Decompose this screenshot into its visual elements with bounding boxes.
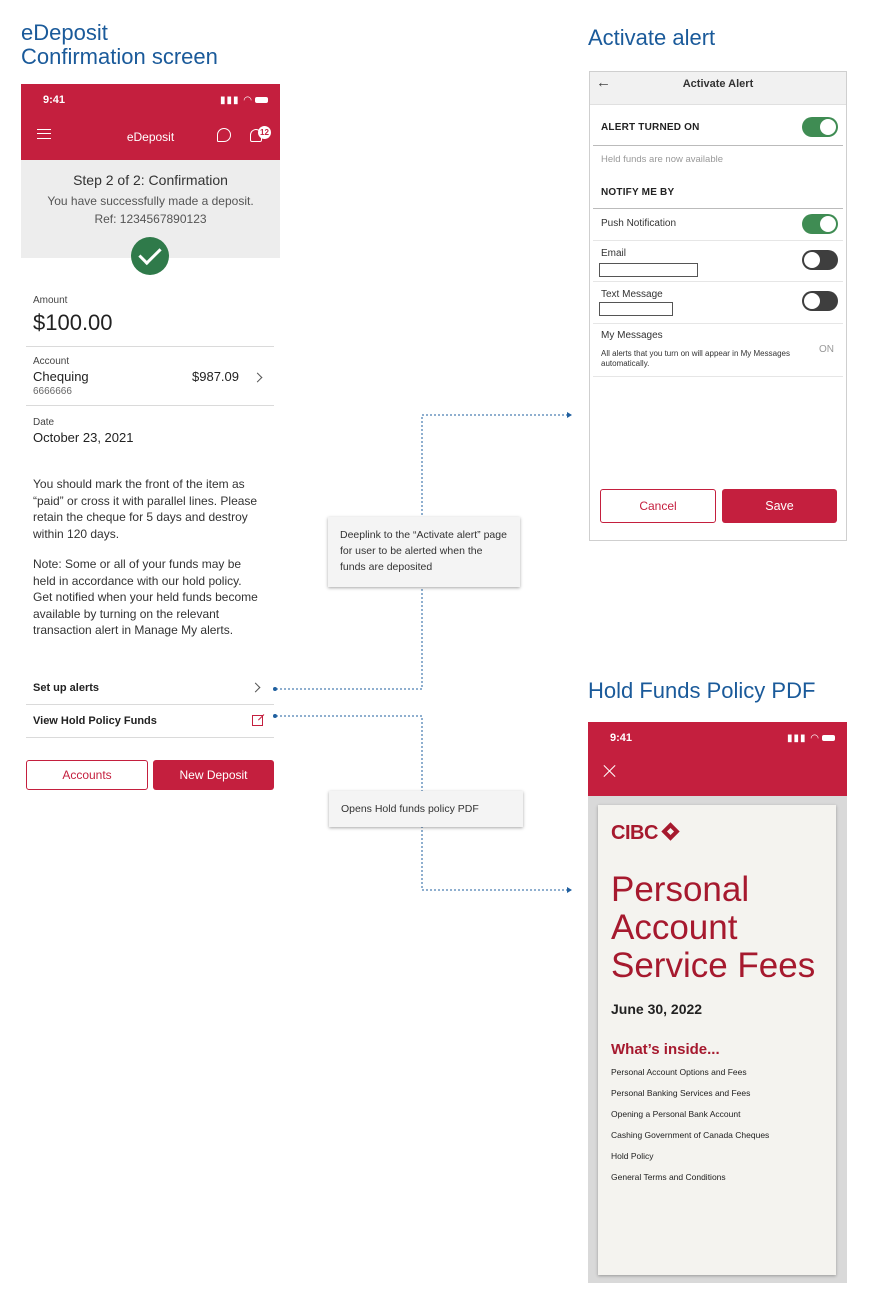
activate-alert-screen: [589, 71, 847, 541]
section-title-line1: eDeposit: [21, 20, 108, 45]
date-label: Date: [33, 417, 55, 428]
accounts-button[interactable]: Accounts: [26, 760, 148, 790]
account-number: 6666666: [33, 386, 72, 397]
connector-dot: [273, 687, 277, 691]
list-item: Hold Policy: [611, 1151, 654, 1161]
pdf-page: [598, 805, 836, 1275]
app-title: eDeposit: [126, 130, 175, 144]
amount-label: Amount: [33, 295, 68, 306]
cibc-logo: [611, 822, 677, 845]
view-hold-policy-label: View Hold Policy Funds: [33, 715, 157, 727]
section-title-activate-alert: Activate alert: [588, 25, 716, 50]
held-funds-message: Held funds are now available: [601, 154, 723, 165]
activate-alert-title: Activate Alert: [682, 78, 754, 90]
pdf-title-line: Service Fees: [611, 946, 816, 985]
my-messages-description: All alerts that you turn on will appear in My Messages automatically.: [601, 349, 790, 368]
text-message-row: [593, 282, 843, 324]
pdf-date: June 30, 2022: [611, 1001, 703, 1017]
list-item: Personal Banking Services and Fees: [611, 1088, 751, 1098]
date-value: October 23, 2021: [33, 430, 134, 445]
step-title: Step 2 of 2: Confirmation: [73, 172, 228, 188]
alert-turned-on-label: ALERT TURNED ON: [601, 122, 700, 133]
my-messages-state: ON: [819, 344, 834, 355]
cancel-button[interactable]: Cancel: [600, 489, 716, 523]
list-item: Cashing Government of Canada Cheques: [611, 1130, 770, 1140]
my-messages-row: [593, 324, 843, 377]
hold-funds-pdf-screen: [588, 722, 847, 1283]
email-input[interactable]: [599, 263, 698, 277]
success-message: You have successfully made a deposit.: [47, 194, 254, 208]
account-balance: $987.09: [192, 369, 239, 384]
cibc-diamond-icon: [661, 822, 679, 840]
battery-icon: [822, 735, 835, 741]
email-toggle[interactable]: [802, 250, 838, 270]
account-name: Chequing: [33, 369, 89, 384]
notify-me-by-label: NOTIFY ME BY: [601, 187, 675, 198]
notify-me-by-row: [593, 176, 843, 209]
push-notification-label: Push Notification: [601, 218, 677, 229]
pdf-header: [588, 722, 847, 796]
text-message-input[interactable]: [599, 302, 673, 316]
push-toggle[interactable]: [802, 214, 838, 234]
reference-number: Ref: 1234567890123: [94, 212, 207, 226]
section-title-hold-funds-pdf: Hold Funds Policy PDF: [588, 678, 816, 703]
pdf-title-line: Account: [611, 908, 738, 947]
back-arrow-icon[interactable]: ←: [596, 74, 611, 91]
opens-pdf-note: Opens Hold funds policy PDF: [329, 791, 523, 827]
logo-text: CIBC: [611, 822, 658, 844]
new-deposit-button[interactable]: New Deposit: [153, 760, 274, 790]
pdf-contents-list: [611, 1067, 769, 1193]
list-item: Personal Account Options and Fees: [611, 1067, 747, 1077]
save-button[interactable]: Save: [722, 489, 837, 523]
alert-toggle[interactable]: [802, 117, 838, 137]
text-message-toggle[interactable]: [802, 291, 838, 311]
email-row: [593, 241, 843, 282]
instructions-text: You should mark the front of the item as “paid” or cross it with parallel lines. Please retain the cheque for 5 days and destroy within 120 days.: [33, 477, 258, 541]
setup-alerts-label: Set up alerts: [33, 682, 100, 694]
amount-value: $100.00: [33, 310, 113, 335]
arrow-head-icon: [567, 887, 572, 893]
status-time: 9:41: [610, 732, 633, 744]
hold-policy-note: Note: Some or all of your funds may be held in accordance with our hold policy. Get notified when your held funds become available by turning on the relevant transaction alert in Manage My alerts.: [33, 557, 258, 637]
my-messages-label: My Messages: [601, 330, 663, 341]
list-item: General Terms and Conditions: [611, 1172, 726, 1182]
email-label: Email: [601, 248, 627, 259]
status-icons: ▮▮▮ ◠: [220, 95, 268, 106]
pdf-title-line: Personal: [611, 870, 750, 909]
notification-badge: 12: [258, 126, 271, 139]
pdf-title: [611, 871, 815, 985]
alert-turned-on-row: [593, 106, 843, 146]
activate-alert-header: [590, 72, 846, 105]
deeplink-note: Deeplink to the “Activate alert” page for user to be alerted when the funds are deposited: [328, 517, 520, 587]
arrow-head-icon: [567, 412, 572, 418]
list-item: Opening a Personal Bank Account: [611, 1109, 741, 1119]
whats-inside-heading: What’s inside...: [611, 1041, 720, 1058]
status-icons: ▮▮▮ ◠: [787, 733, 835, 744]
text-message-label: Text Message: [601, 289, 663, 300]
section-title-line2: Confirmation screen: [21, 44, 218, 69]
status-time: 9:41: [43, 94, 66, 106]
push-notification-row: [593, 209, 843, 241]
close-icon[interactable]: [603, 764, 617, 778]
account-label: Account: [33, 356, 70, 367]
connector-dot: [273, 714, 277, 718]
